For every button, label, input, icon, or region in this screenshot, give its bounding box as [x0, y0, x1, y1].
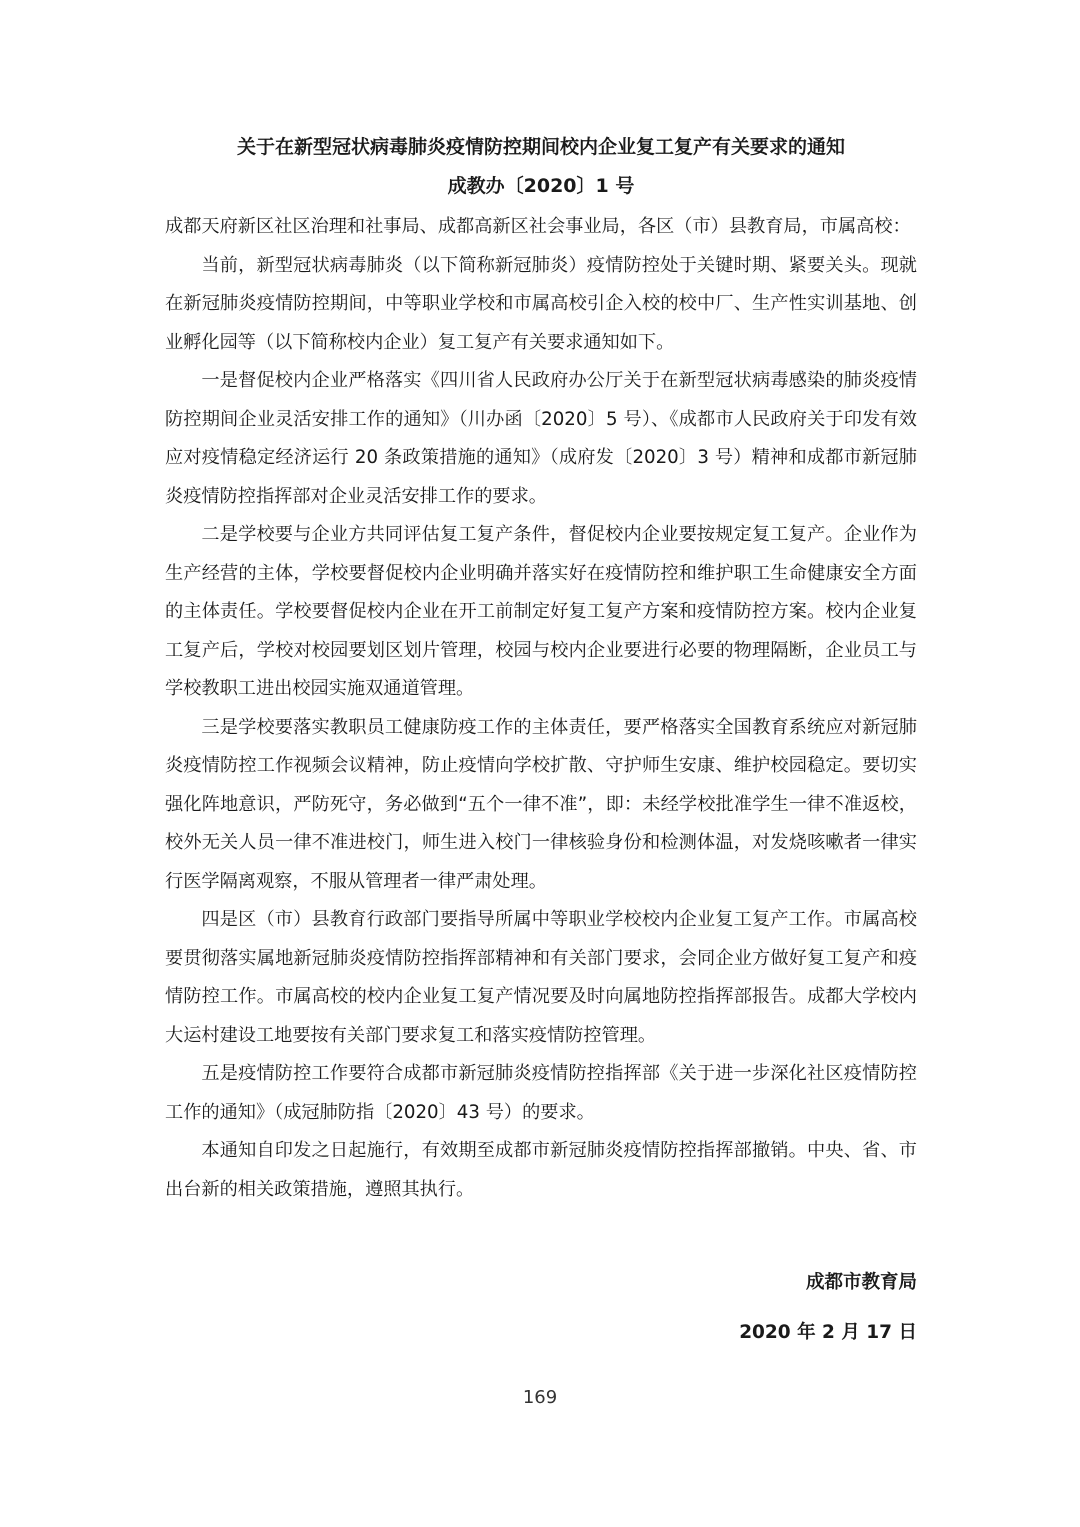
- issuer-name: 成都市教育局: [805, 1272, 917, 1293]
- paragraph-item-1: 一是督促校内企业严格落实《四川省人民政府办公厅关于在新型冠状病毒感染的肺炎疫情防控期间企业灵活安排工作的通知》（川办函〔2020〕5 号）、《成都市人民政府关于印发有效应对疫情稳定经济运行 20 条政策措施的通知》（成府发〔2020〕3 号）精神和成都市新冠肺炎疫情防控指挥部对企业灵活安排工作的要求。: [165, 370, 917, 507]
- paragraph-item-5: 五是疫情防控工作要符合成都市新冠肺炎疫情防控指挥部《关于进一步深化社区疫情防控工作的通知》（成冠肺防指〔2020〕43 号）的要求。: [165, 1063, 917, 1123]
- paragraph-effective: 本通知自印发之日起施行，有效期至成都市新冠肺炎疫情防控指挥部撤销。中央、省、市出台新的相关政策措施，遵照其执行。: [165, 1140, 917, 1200]
- paragraph-item-3: 三是学校要落实教职员工健康防疫工作的主体责任，要严格落实全国教育系统应对新冠肺炎疫情防控工作视频会议精神，防止疫情向学校扩散、守护师生安康、维护校园稳定。要切实强化阵地意识，严防死守，务必做到“五个一律不准”，即：未经学校批准学生一律不准返校，校外无关人员一律不准进校门，师生进入校门一律核验身份和检测体温，对发烧咳嗽者一律实行医学隔离观察，不服从管理者一律严肃处理。: [165, 716, 917, 892]
- page-number: 169: [522, 1387, 558, 1408]
- document-title: 关于在新型冠状病毒肺炎疫情防控期间校内企业复工复产有关要求的通知: [236, 136, 845, 158]
- signature-block: [739, 1258, 917, 1358]
- addressee: 成都天府新区社区治理和社事局、成都高新区社会事业局，各区（市）县教育局，市属高校：: [165, 216, 911, 237]
- paragraph-intro: 当前，新型冠状病毒肺炎（以下简称新冠肺炎）疫情防控处于关键时期、紧要关头。现就在新冠肺炎疫情防控期间，中等职业学校和市属高校引企入校的校中厂、生产性实训基地、创业孵化园等（以下简称校内企业）复工复产有关要求通知如下。: [165, 254, 917, 353]
- paragraph-item-2: 二是学校要与企业方共同评估复工复产条件，督促校内企业要按规定复工复产。企业作为生产经营的主体，学校要督促校内企业明确并落实好在疫情防控和维护职工生命健康安全方面的主体责任。学校要督促校内企业在开工前制定好复工复产方案和疫情防控方案。校内企业复工复产后，学校对校园要划区划片管理，校园与校内企业要进行必要的物理隔断，企业员工与学校教职工进出校园实施双通道管理。: [165, 524, 917, 699]
- paragraph-item-4: 四是区（市）县教育行政部门要指导所属中等职业学校校内企业复工复产工作。市属高校要贯彻落实属地新冠肺炎疫情防控指挥部精神和有关部门要求，会同企业方做好复工复产和疫情防控工作。市属高校的校内企业复工复产情况要及时向属地防控指挥部报告。成都大学校内大运村建设工地要按有关部门要求复工和落实疫情防控管理。: [165, 909, 917, 1046]
- issue-date: 2020 年 2 月 17 日: [739, 1322, 917, 1343]
- document-number: 成教办〔2020〕1 号: [447, 175, 635, 197]
- document-body: [165, 128, 917, 1343]
